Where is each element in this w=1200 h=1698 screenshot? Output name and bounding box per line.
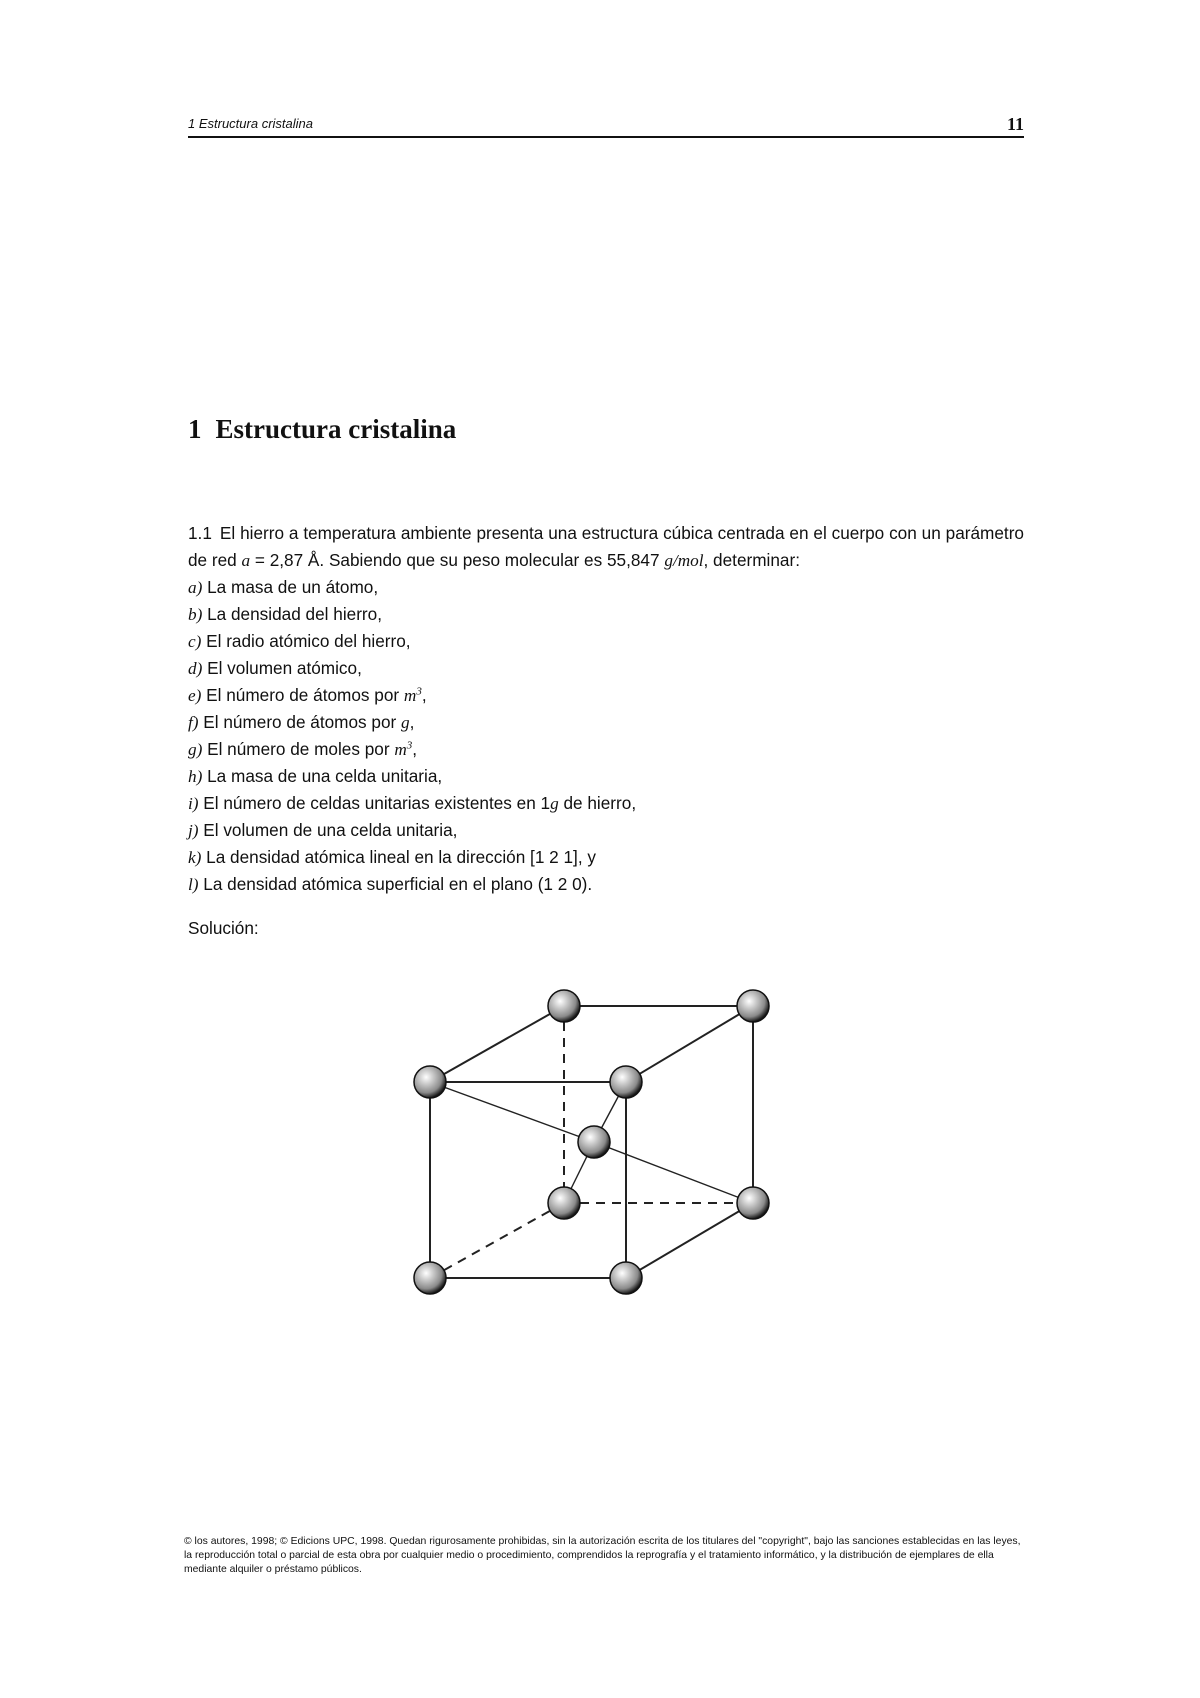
- unit-symbol: m: [403, 686, 417, 705]
- corner-atom: [548, 1187, 580, 1219]
- unit-exponent: 3: [416, 685, 422, 698]
- body-diagonal-line: [594, 1142, 753, 1203]
- question-text: La densidad atómica superficial en el plano (1 2 0).: [203, 874, 593, 894]
- question-tail: de hierro,: [558, 793, 637, 813]
- page-number: 11: [1006, 114, 1024, 134]
- unit-exponent: 3: [406, 739, 413, 752]
- question-letter: g): [188, 740, 203, 759]
- question-tail: ,: [412, 739, 418, 759]
- question-text: El número de átomos por: [206, 685, 404, 705]
- question-text: El volumen de una celda unitaria,: [203, 820, 458, 840]
- question-text: La densidad del hierro,: [207, 604, 382, 624]
- bottom-right-edge: [626, 1203, 753, 1278]
- chapter-title-text: Estructura cristalina: [215, 414, 457, 444]
- bottom-left-edge: [430, 1203, 564, 1278]
- top-left-edge: [430, 1006, 564, 1082]
- question-letter: d): [188, 659, 203, 678]
- question-text: El volumen atómico,: [207, 658, 362, 678]
- chapter-number: 1: [188, 414, 202, 444]
- question-text: El número de moles por: [207, 739, 395, 759]
- copyright-notice: © los autores, 1998; © Edicions UPC, 1998. Quedan rigurosamente prohibidas, sin la autorización escrita de los titulares del "copyright", bajo las sanciones establecidas en las leyes, la reproducción total o parcial de esta obra por cualquier medio o procedimiento, comprendidos la reprografía y el tratamiento informático, y la distribución de ejemplares de ella mediante alquiler o préstamo públicos.: [184, 1536, 1021, 1575]
- question-letter: e): [188, 686, 202, 705]
- unit-symbol: g: [401, 713, 410, 732]
- lattice-parameter-symbol: a: [241, 551, 251, 570]
- question-letter: i): [188, 794, 199, 813]
- question-text: El número de átomos por: [203, 712, 402, 732]
- question-letter: a): [188, 578, 203, 597]
- question-letter: f): [188, 713, 199, 732]
- corner-atom: [414, 1066, 446, 1098]
- question-letter: l): [188, 875, 199, 894]
- question-letter: k): [188, 848, 202, 867]
- molar-mass-unit: g/mol: [664, 551, 704, 570]
- intro-text: , determinar:: [703, 550, 800, 570]
- question-letter: h): [188, 767, 203, 786]
- question-text: El número de celdas unitarias existentes en 1: [203, 793, 551, 813]
- question-letter: j): [188, 821, 199, 840]
- body-center-atom: [578, 1126, 610, 1158]
- question-text: La densidad atómica lineal en la dirección [1 2 1], y: [206, 847, 596, 867]
- corner-atom: [610, 1066, 642, 1098]
- question-text: La masa de un átomo,: [207, 577, 379, 597]
- corner-atom: [548, 990, 580, 1022]
- unit-symbol: g: [550, 794, 559, 813]
- body-diagonal-line: [430, 1082, 594, 1142]
- question-tail: ,: [421, 685, 427, 705]
- running-title: 1 Estructura cristalina: [188, 116, 313, 131]
- corner-atom: [610, 1262, 642, 1294]
- question-text: La masa de una celda unitaria,: [207, 766, 443, 786]
- intro-text: = 2,87 Å. Sabiendo que su peso molecular es 55,847: [250, 550, 665, 570]
- question-tail: ,: [409, 712, 415, 732]
- corner-atom: [737, 990, 769, 1022]
- unit-symbol: m: [394, 740, 407, 759]
- top-right-edge: [626, 1006, 753, 1082]
- intro-text: El hierro a temperatura ambiente presenta una estructura cúbica centrada en el cuerpo con un parámetro de red: [188, 523, 1024, 570]
- question-letter: c): [188, 632, 202, 651]
- problem-number: 1.1: [188, 523, 212, 543]
- corner-atom: [737, 1187, 769, 1219]
- question-text: El radio atómico del hierro,: [206, 631, 411, 651]
- solution-label: Solución:: [188, 918, 259, 938]
- corner-atom: [414, 1262, 446, 1294]
- question-letter: b): [188, 605, 203, 624]
